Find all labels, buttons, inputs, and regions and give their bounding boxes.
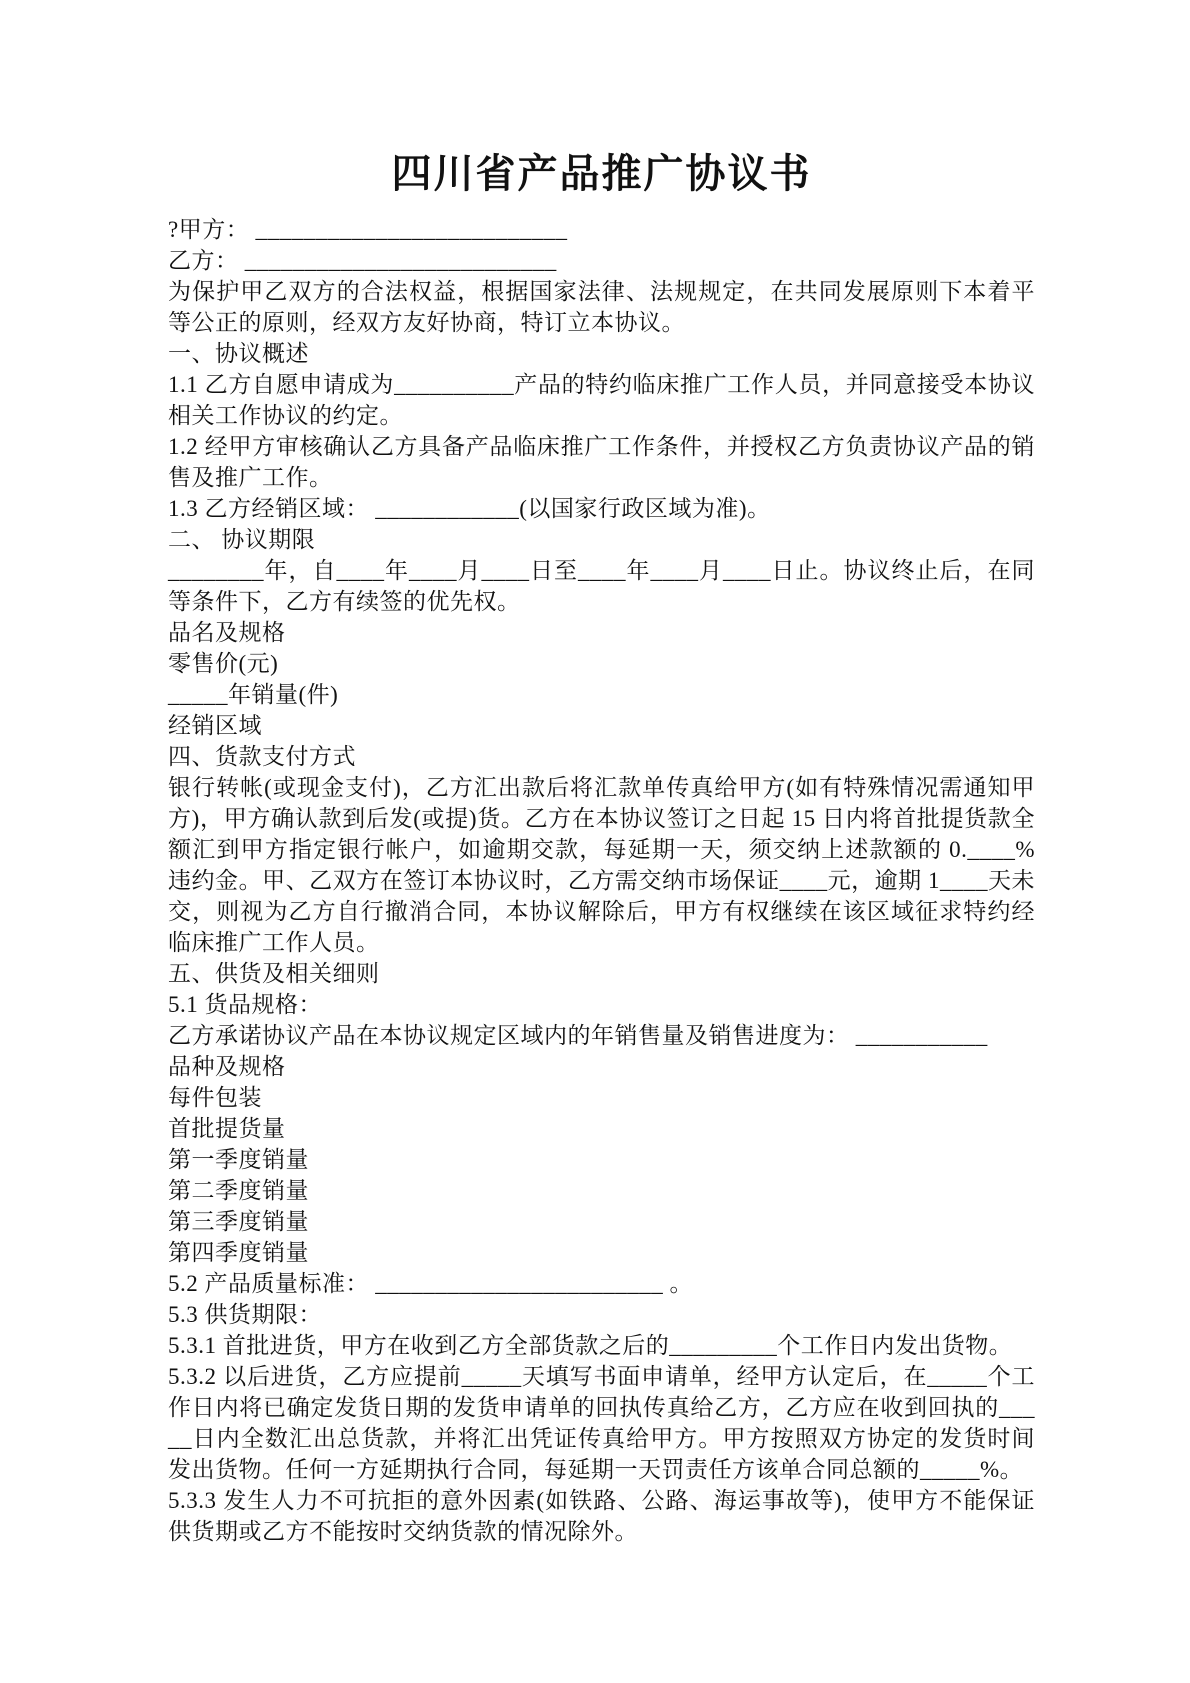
variety-spec-label: 品种及规格: [168, 1054, 286, 1079]
sales-commitment-paragraph: 乙方承诺协议产品在本协议规定区域内的年销售量及销售进度为： ___________: [168, 1023, 988, 1048]
q3-sales-label: 第三季度销量: [168, 1209, 309, 1234]
clause-5-3: 5.3 供货期限：: [168, 1302, 322, 1327]
retail-price-label: 零售价(元): [168, 651, 279, 676]
section-4-heading: 四、货款支付方式: [168, 744, 356, 769]
clause-5-3-2: 5.3.2 以后进货，乙方应提前_____天填写书面申请单，经甲方认定后，在_____个工作日内将已确定发货日期的发货申请单的回执传真给乙方，乙方应在收到回执的_____日内全数汇出总货款，并将汇出凭证传真给甲方。甲方按照双方协定的发货时间发出货物。任何一方延期执行合同，每延期一天罚责任方该单合同总额的_____%。: [168, 1364, 1035, 1482]
section-2-heading: 二、 协议期限: [168, 527, 316, 552]
payment-terms-paragraph: 银行转帐(或现金支付)，乙方汇出款后将汇款单传真给甲方(如有特殊情况需通知甲方)，甲方确认款到后发(或提)货。乙方在本协议签订之日起 15 日内将首批提货款全额汇到甲方指定银行帐户，如逾期交款，每延期一天，须交纳上述款额的 0.____%违约金。甲、乙双方在签订本协议时，乙方需交纳市场保证____元，逾期 1____天未交，则视为乙方自行撤消合同，本协议解除后，甲方有权继续在该区域征求特约经临床推广工作人员。: [168, 775, 1035, 955]
clause-5-3-3: 5.3.3 发生人力不可抗拒的意外因素(如铁路、公路、海运事故等)，使甲方不能保证供货期或乙方不能按时交纳货款的情况除外。: [168, 1488, 1035, 1544]
q1-sales-label: 第一季度销量: [168, 1147, 309, 1172]
q2-sales-label: 第二季度销量: [168, 1178, 309, 1203]
first-batch-label: 首批提货量: [168, 1116, 286, 1141]
party-a-line: ?甲方： __________________________: [168, 217, 568, 242]
section-1-heading: 一、协议概述: [168, 341, 309, 366]
section-5-heading: 五、供货及相关细则: [168, 961, 380, 986]
clause-1-2: 1.2 经甲方审核确认乙方具备产品临床推广工作条件，并授权乙方负责协议产品的销售及推广工作。: [168, 434, 1035, 490]
document-title: 四川省产品推广协议书: [391, 151, 812, 196]
term-paragraph: ________年，自____年____月____日至____年____月____日止。协议终止后，在同等条件下，乙方有续签的优先权。: [168, 558, 1035, 614]
clause-5-1: 5.1 货品规格：: [168, 992, 322, 1017]
q4-sales-label: 第四季度销量: [168, 1240, 309, 1265]
clause-1-1: 1.1 乙方自愿申请成为__________产品的特约临床推广工作人员，并同意接受本协议相关工作协议的约定。: [168, 372, 1035, 428]
clause-5-2: 5.2 产品质量标准： ________________________ 。: [168, 1271, 693, 1296]
annual-sales-label: _____年销量(件): [168, 682, 339, 707]
clause-5-3-1: 5.3.1 首批进货，甲方在收到乙方全部货款之后的_________个工作日内发出货物。: [168, 1333, 1013, 1358]
preamble: 为保护甲乙双方的合法权益，根据国家法律、法规规定，在共同发展原则下本着平等公正的原则，经双方友好协商，特订立本协议。: [168, 279, 1035, 335]
package-label: 每件包装: [168, 1085, 262, 1110]
party-b-line: 乙方： __________________________: [168, 248, 557, 273]
clause-1-3: 1.3 乙方经销区域： ____________(以国家行政区域为准)。: [168, 496, 771, 521]
product-name-spec-label: 品名及规格: [168, 620, 286, 645]
sales-region-label: 经销区域: [168, 713, 262, 738]
